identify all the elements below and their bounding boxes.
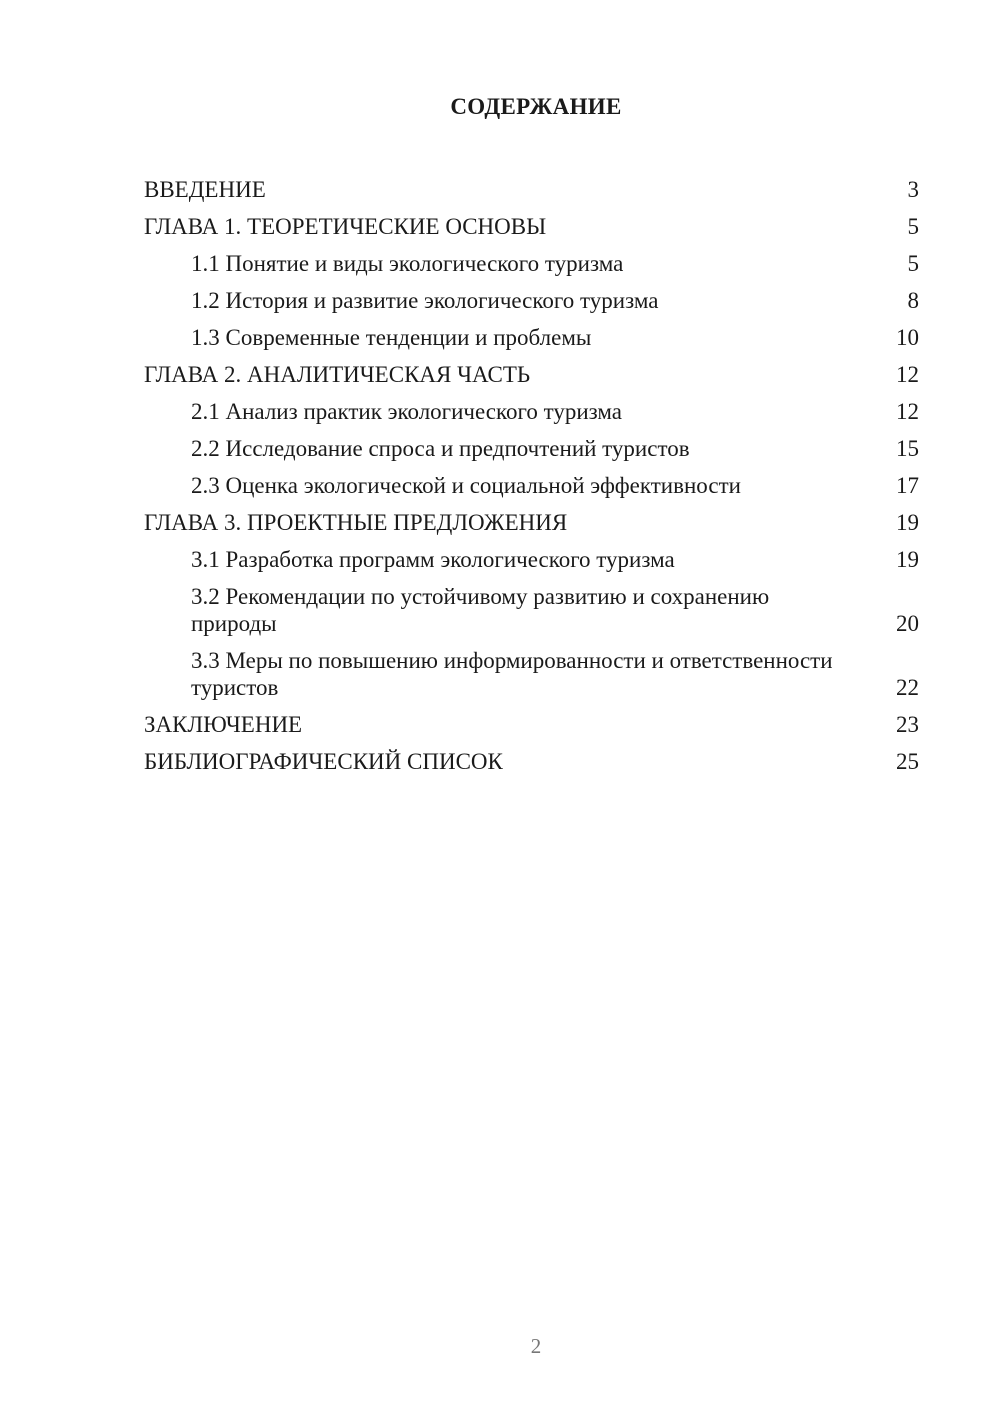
toc-entry — [144, 314, 919, 351]
page-title: СОДЕРЖАНИЕ — [450, 94, 622, 119]
toc-entry-label: 1.1 Понятие и виды экологического туризма — [191, 250, 624, 276]
toc-entry-label: 2.2 Исследование спроса и предпочтений туристов — [191, 435, 690, 461]
toc-entry-page: 19 — [896, 546, 919, 572]
toc-entry-page: 12 — [896, 398, 919, 424]
toc-entry-page: 8 — [907, 287, 919, 313]
toc-entry-label: 2.3 Оценка экологической и социальной эффективности — [191, 472, 741, 498]
toc-entry-page: 10 — [896, 324, 919, 350]
toc-entry — [144, 738, 919, 775]
toc-entry — [144, 351, 919, 388]
toc-entry — [144, 240, 919, 277]
toc-entry-label: БИБЛИОГРАФИЧЕСКИЙ СПИСОК — [144, 748, 503, 774]
toc-entry-page: 3 — [907, 176, 919, 202]
page-number: 2 — [530, 1334, 542, 1358]
toc-entry — [144, 701, 919, 738]
toc-entry-page: 12 — [896, 361, 919, 387]
toc-entry-label: ГЛАВА 2. АНАЛИТИЧЕСКАЯ ЧАСТЬ — [144, 361, 531, 387]
toc-entry — [144, 425, 919, 462]
toc-entry — [144, 462, 919, 499]
toc-entry-label: ВВЕДЕНИЕ — [144, 176, 266, 202]
toc-entry-page: 15 — [896, 435, 919, 461]
toc-entry-label: 2.1 Анализ практик экологического туризма — [191, 398, 623, 424]
toc-entry — [144, 203, 919, 240]
toc-entry-page: 5 — [907, 213, 919, 239]
toc-entry-page: 20 — [896, 610, 919, 636]
toc-entry-label: 3.1 Разработка программ экологического туризма — [191, 546, 675, 572]
toc-entry — [144, 388, 919, 425]
toc-entry-page: 17 — [896, 472, 919, 498]
toc-entry-label: 3.2 Рекомендации по устойчивому развитию и сохранению природы — [191, 584, 770, 636]
toc-entry-label: 1.3 Современные тенденции и проблемы — [191, 324, 592, 350]
toc-entry-label: ЗАКЛЮЧЕНИЕ — [144, 711, 303, 737]
toc-entry-page: 25 — [896, 748, 919, 774]
toc-entry — [144, 166, 919, 203]
toc-entry — [144, 277, 919, 314]
toc-entry-page: 19 — [896, 509, 919, 535]
table-of-contents — [144, 166, 919, 775]
toc-entry-label: ГЛАВА 3. ПРОЕКТНЫЕ ПРЕДЛОЖЕНИЯ — [144, 509, 568, 535]
toc-entry-page: 23 — [896, 711, 919, 737]
toc-entry — [144, 499, 919, 536]
toc-entry-label: 3.3 Меры по повышению информированности и ответственности туристов — [191, 648, 833, 700]
toc-entry-page: 22 — [896, 674, 919, 700]
toc-entry — [144, 536, 919, 573]
toc-entry — [144, 637, 919, 701]
toc-entry-label: ГЛАВА 1. ТЕОРЕТИЧЕСКИЕ ОСНОВЫ — [144, 213, 547, 239]
toc-entry-page: 5 — [907, 250, 919, 276]
toc-entry-label: 1.2 История и развитие экологического туризма — [191, 287, 659, 313]
toc-entry — [144, 573, 919, 637]
